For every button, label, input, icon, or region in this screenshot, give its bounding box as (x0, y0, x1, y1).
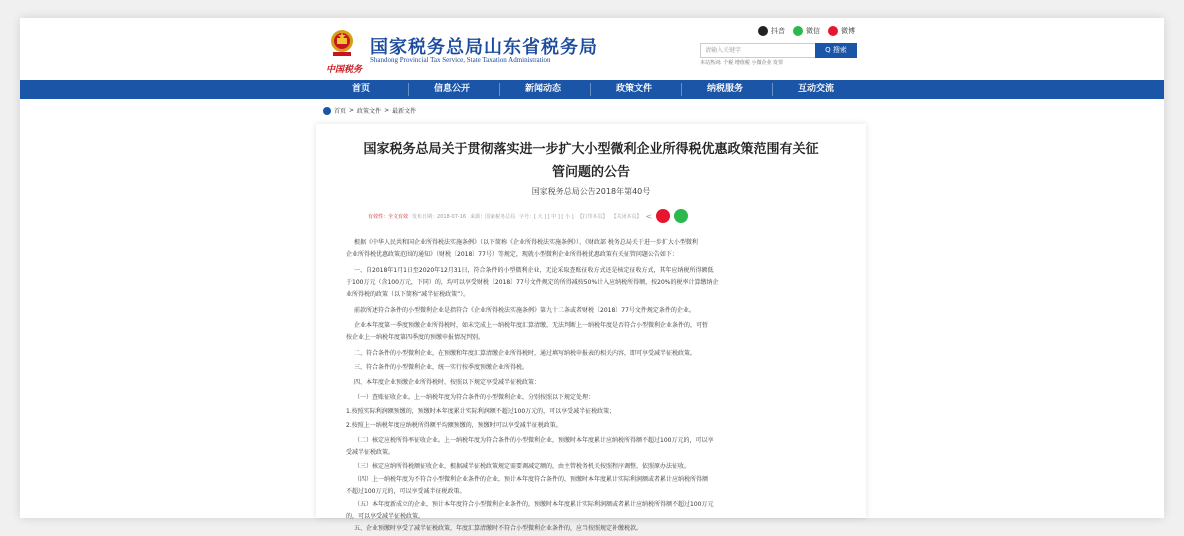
breadcrumb-latest[interactable]: 最新文件 (392, 108, 417, 115)
article-title-line: 管问题的公告 (551, 165, 630, 180)
paragraph-line: 根据《中华人民共和国企业所得税法实施条例》（以下简称《企业所得税法实施条例》）、《财政部 税务总局关于进一步扩大小型微利 (354, 239, 698, 246)
weibo-share-icon[interactable] (656, 209, 670, 223)
national-emblem-icon (328, 28, 356, 58)
search-input[interactable]: 请输入关键字 (700, 43, 822, 58)
paragraph-line: 业所得税的政策（以下简称“减半征税政策”）。 (346, 291, 470, 298)
share-icon[interactable]: < (645, 211, 653, 221)
social-douyin[interactable] (758, 26, 785, 36)
paragraph-line: 的，可以享受减半征税政策。 (346, 513, 425, 520)
paragraph-line: （三）核定应纳所得税额征收企业，根据减半征税政策规定需要调减定额的，由主管税务机关按照程序调整，依照原办法征收。 (354, 463, 691, 470)
nav-info-disclosure[interactable]: 信息公开 (433, 84, 470, 94)
paragraph-line: 受减半征税政策。 (346, 449, 395, 456)
article-meta (368, 209, 688, 223)
social-wechat[interactable] (793, 26, 820, 36)
paragraph-line: （五）本年度新成立的企业，预计本年度符合小型微利企业条件的，预缴时本年度累计实际利润额或者累计应纳税所得额不超过100万元 (354, 501, 714, 508)
article-source: 来源：国家税务总局 (470, 213, 516, 220)
page-container (20, 18, 1164, 532)
search-button[interactable]: Q 搜索 (815, 43, 857, 58)
paragraph-line: 三、符合条件的小型微利企业，统一实行按季度预缴企业所得税。 (354, 364, 529, 371)
paragraph-line: 不超过100万元的，可以享受减半征税政策。 (346, 488, 466, 495)
hot-words: 本站热词: 个税 增值税 小微企业 发票 (700, 60, 784, 66)
article-title (316, 138, 866, 184)
breadcrumb-home[interactable]: 首页 (334, 108, 347, 115)
paragraph-line: 一、自2018年1月1日至2020年12月31日，符合条件的小型微利企业，无论采取查账征收方式还是核定征收方式，其年应纳税所得额低 (354, 267, 714, 274)
site-title-english: Shandong Provincial Tax Service, State Taxation Administration (370, 56, 551, 64)
paragraph-line: （二）核定应税所得率征收企业。上一纳税年度为符合条件的小型微利企业，预缴时本年度累计应纳税所得额不超过100万元的，可以享 (354, 437, 714, 444)
site-header (20, 18, 1164, 80)
close-link[interactable]: 【关闭本页】 (611, 213, 642, 220)
publish-date: 发布日期：2018-07-16 (412, 213, 467, 220)
wechat-icon (793, 26, 803, 36)
paragraph-line: 企业所得税优惠政策范围的通知》（财税〔2018〕77号）等规定，现就小型微利企业所得税优惠政策有关征管问题公告如下： (346, 251, 678, 258)
nav-interaction[interactable]: 互动交流 (797, 84, 834, 94)
paragraph-line: 1.按照实际利润额预缴的，预缴时本年度累计实际利润额不超过100万元的，可以享受减半征税政策； (346, 408, 616, 415)
douyin-icon (758, 26, 768, 36)
article-title-line: 国家税务总局关于贯彻落实进一步扩大小型微利企业所得税优惠政策范围有关征 (363, 142, 819, 157)
weibo-icon (828, 26, 838, 36)
font-size-control[interactable]: 字号：[ 大 ] [ 中 ] [ 小 ] (519, 213, 574, 220)
paragraph-line: （四）上一纳税年度为不符合小型微利企业条件的企业，预计本年度符合条件的，预缴时本年度累计实际利润额或者累计应纳税所得额 (354, 476, 709, 483)
social-weibo[interactable] (828, 26, 855, 36)
site-title[interactable]: 国家税务总局山东省税务局 (370, 37, 598, 58)
main-nav (20, 80, 1164, 99)
nav-tax-service[interactable]: 纳税服务 (706, 84, 743, 94)
breadcrumb-policy[interactable]: 政策文件 (357, 108, 382, 115)
print-link[interactable]: 【打印本页】 (577, 213, 608, 220)
social-label: 微信 (806, 27, 820, 35)
location-icon (323, 107, 331, 115)
validity-status: 有效性：全文有效 (368, 213, 409, 220)
paragraph-line: 四、本年度企业预缴企业所得税时，按照以下规定享受减半征税政策： (354, 379, 541, 386)
social-label: 微博 (841, 27, 855, 35)
nav-home[interactable]: 首页 (351, 84, 370, 94)
breadcrumb: 首页 > 政策文件 > 最新文件 (323, 106, 416, 115)
article-doc-number: 国家税务总局公告2018年第40号 (531, 187, 651, 196)
social-label: 抖音 (771, 27, 785, 35)
paragraph-line: 按企业上一纳税年度第四季度的预缴申报情况判别。 (346, 334, 485, 341)
wechat-share-icon[interactable] (674, 209, 688, 223)
paragraph-line: 前款所述符合条件的小型微利企业是指符合《企业所得税法实施条例》第九十二条或者财税〔2018〕77号文件规定条件的企业。 (354, 307, 695, 314)
nav-news[interactable]: 新闻动态 (524, 84, 561, 94)
paragraph-line: （一）查账征收企业。上一纳税年度为符合条件的小型微利企业，分别按照以下规定处理： (354, 394, 595, 401)
paragraph-line: 2.按照上一纳税年度应纳税所得额平均额预缴的，预缴时可以享受减半征税政策。 (346, 422, 562, 429)
paragraph-line: 五、企业预缴时享受了减半征税政策，年度汇算清缴时不符合小型微利企业条件的，应当按照规定补缴税款。 (354, 525, 643, 532)
paragraph-line: 企业本年度第一季度预缴企业所得税时，如未完成上一纳税年度汇算清缴，无法判断上一纳税年度是否符合小型微利企业条件的，可暂 (354, 322, 709, 329)
brand-signature: 中国税务 (326, 65, 363, 75)
article-panel (316, 124, 866, 532)
paragraph-line: 二、符合条件的小型微利企业，在预缴和年度汇算清缴企业所得税时，通过填写纳税申报表的相关内容，即可享受减半征税政策。 (354, 350, 697, 357)
nav-policy[interactable]: 政策文件 (615, 84, 652, 94)
paragraph-line: 于100万元（含100万元，下同）的，均可以享受财税〔2018〕77号文件规定的所得减按50%计入应纳税所得额，按20%的税率计算缴纳企 (346, 279, 719, 286)
